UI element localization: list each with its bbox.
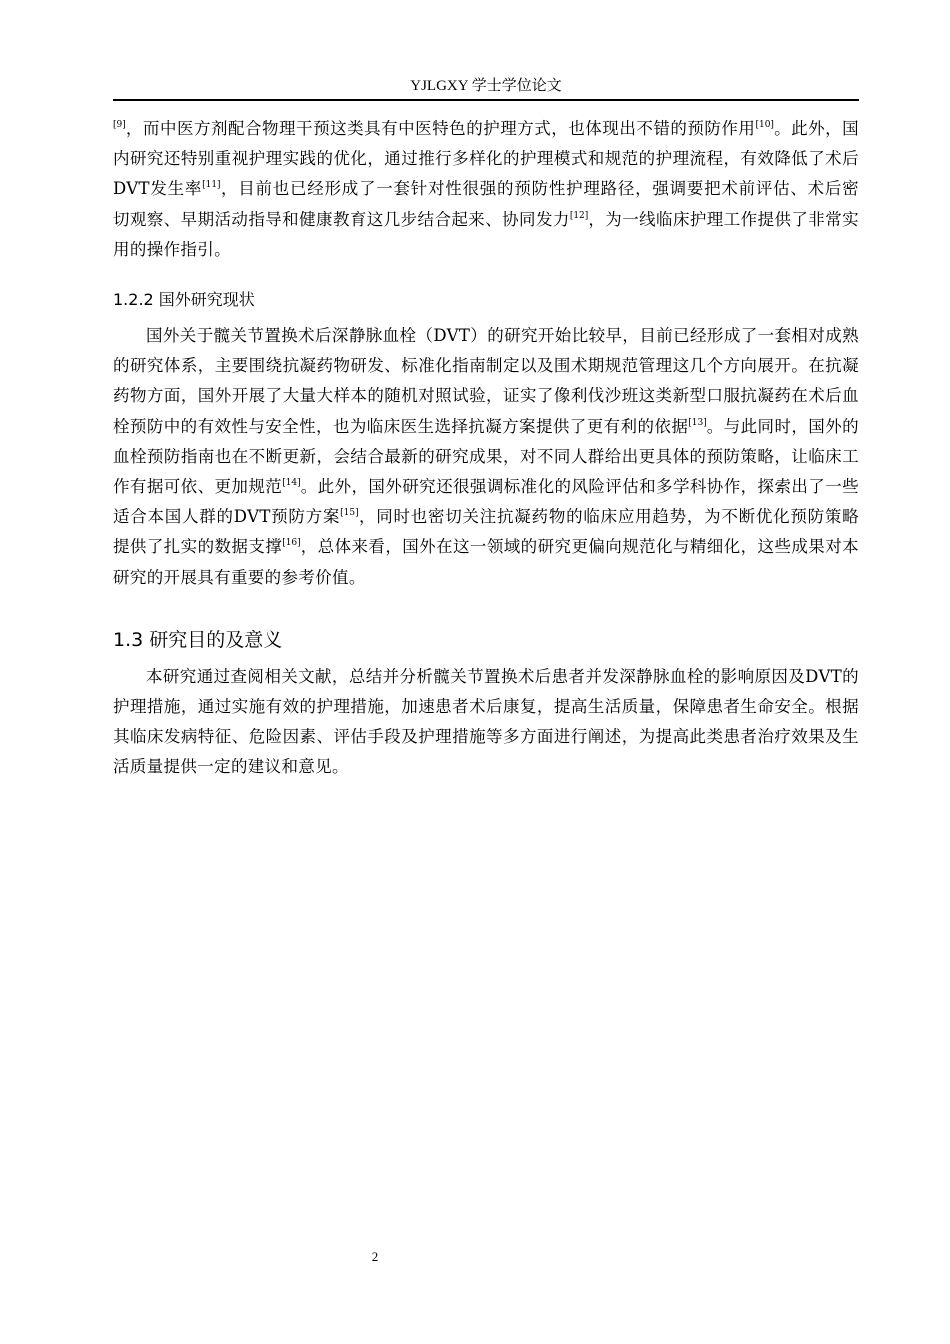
paragraph-research-purpose [113,662,859,783]
section-heading-1-3: 1.3 研究目的及意义 [113,628,283,651]
page-number: 2 [371,1249,379,1264]
text-span: ，目前也已经形成了一套针对性很强的预防性护理路径，强调要把术前评估、术后密切观察、早期活动指导和健康教育这几步结合起来、协同发力 [113,179,860,229]
citation-13: [13] [688,417,707,428]
running-header: YJLGXY 学士学位论文 [410,78,562,94]
text-span: ，总体来看，国外在这一领域的研究更偏向规范化与精细化，这些成果对本研究的开展具有重要的参考价值。 [113,537,859,587]
text-span: 本研究通过查阅相关文献，总结并分析髋关节置换术后患者并发深静脉血栓的影响原因及DVT的护理措施，通过实施有效的护理措施，加速患者术后康复，提高生活质量，保障患者生命安全。根据其临床发病特征、危险因素、评估手段及护理措施等多方面进行阐述，为提高此类患者治疗效果及生活质量提供一定的建议和意见。 [113,666,859,777]
citation-14: [14] [282,478,301,489]
text-span: ，同时也密切关注抗凝药物的临床应用趋势，为不断优化预防策略提供了扎实的数据支撑 [113,507,859,557]
text-span: 国外关于髋关节置换术后深静脉血栓（DVT）的研究开始比较早，目前已经形成了一套相对成熟的研究体系，主要围绕抗凝药物研发、标准化指南制定以及围术期规范管理这几个方向展开。在抗凝药物方面，国外开展了大量大样本的随机对照试验，证实了像利伐沙班这类新型口服抗凝药在术后血栓预防中的有效性与安全性，也为临床医生选择抗凝方案提供了更有利的依据 [113,326,859,436]
citation-11: [11] [202,180,221,191]
text-span: ，而中医方剂配合物理干预这类具有中医特色的护理方式，也体现出不错的预防作用 [125,119,756,138]
paragraph-domestic-continued [113,114,859,265]
subsection-heading-1-2-2: 1.2.2 国外研究现状 [113,290,255,310]
citation-12: [12] [569,210,589,221]
text-span: 。与此同时，国外的血栓预防指南也在不断更新，会结合最新的研究成果，对不同人群给出更具体的预防策略，让临床工作有据可依、更加规范 [113,416,859,497]
header-rule [113,99,859,101]
citation-15: [15] [340,508,359,519]
text-span: 。此外，国外研究还很强调标准化的风险评估和多学科协作，探索出了一些适合本国人群的DVT预防方案 [113,477,859,527]
page-body [113,114,859,783]
citation-10: [10] [755,120,774,130]
text-span: 。此外，国内研究还特别重视护理实践的优化，通过推行多样化的护理模式和规范的护理流程，有效降低了术后DVT发生率 [113,119,860,199]
paragraph-foreign-research [113,321,859,593]
citation-16: [16] [282,538,301,549]
text-span: ，为一线临床护理工作提供了非常实用的操作指引。 [113,209,859,259]
citation-9: [9] [113,120,126,130]
